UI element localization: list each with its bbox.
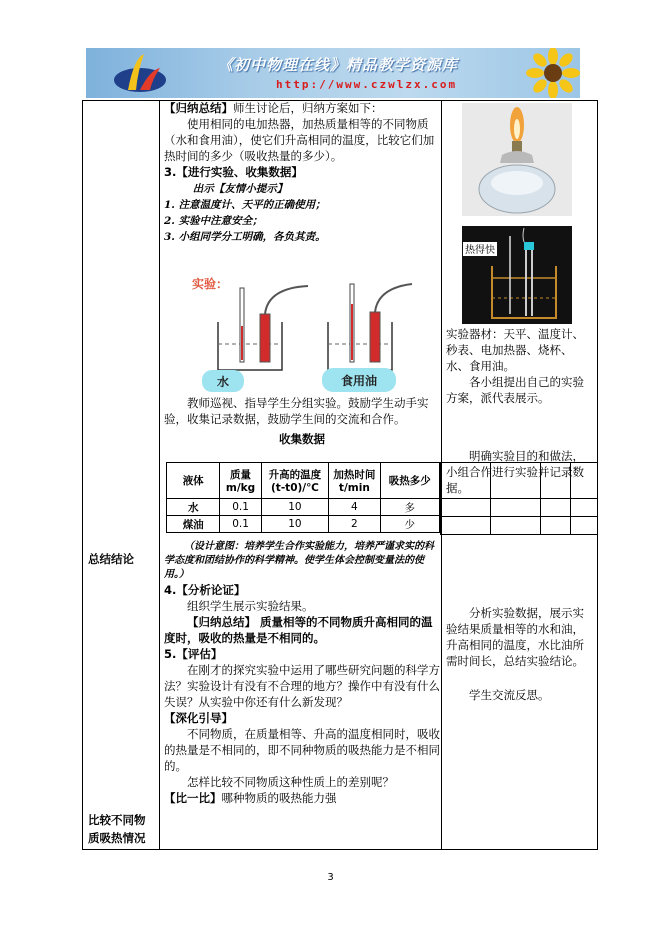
figure-label: 实验： [192,277,229,291]
oil-label: 食用油 [340,374,378,388]
heater-label: 热得快 [465,245,495,256]
table-cell: 2 [329,516,380,533]
table-header: 液体 [167,463,220,499]
table-cell: 0.1 [220,516,261,533]
data-table [166,462,440,533]
table-title: 收集数据 [279,432,325,446]
step4-text: 组织学生展示实验结果。 [187,599,314,613]
middle-column-top [164,100,440,245]
plan-text: 各小组提出自己的实验方案，派代表展示。 [446,375,584,405]
table-header: 升高的温度(t-t0)/℃ [261,463,328,499]
water-label: 水 [216,375,230,389]
teacher-paragraph: 教师巡视、指导学生分组实验。鼓励学生动手实验，收集记录数据，鼓励学生间的交流和合作。 [164,396,429,426]
section-label-summary: 总结结论 [88,552,134,566]
section-label-compare-line1: 比较不同物 [88,813,146,827]
table-cell: 水 [167,499,220,516]
middle-column-bottom [164,540,440,806]
right-column-equipment [446,326,592,406]
table-cell: 4 [329,499,380,516]
table-cell: 10 [261,516,328,533]
middle-column-notes [164,395,440,447]
empty-cell-strip [440,516,598,535]
right-column-analysis [446,605,592,703]
equipment-text: 实验器材：天平、温度计、秒表、电加热器、烧杯、水、食用油。 [446,327,584,373]
table-cell: 0.1 [220,499,261,516]
site-logo-icon [110,50,170,96]
conclusion-text: 【归纳总结】 质量相等的不同物质升高相同的温度时，吸收的热量是不相同的。 [164,615,433,645]
summary-text: 师生讨论后，归纳方案如下： [233,101,383,115]
header-banner [86,48,580,98]
step3-heading: 3.【进行实验、收集数据】 [164,165,303,179]
table-cell: 煤油 [167,516,220,533]
oil-beaker-icon [328,284,412,370]
plan-paragraph: 使用相同的电加热器，加热质量相等的不同物质（水和食用油），使它们升高相同的温度，比较它们加热时间的多少（吸收热量的多少）。 [164,117,435,163]
banner-title: 《初中物理在线》精品教学资源库 [218,56,459,74]
evaluation-text: 在刚才的探究实验中运用了哪些研究问题的科学方法？实验设计有没有不合理的地方？操作中有没有什么失误？从实验中你还有什么新发现？ [164,663,440,709]
summary-heading: 【归纳总结】 [164,101,233,115]
compare-paragraph [164,790,440,806]
deepen-heading: 【深化引导】 [164,711,233,725]
banner-url: http://www.czwlzx.com [276,78,458,91]
analysis-text: 分析实验数据，展示实验结果质量相等的水和油，升高相同的温度，水比油所需时间长，总结实验结论。 [446,606,584,668]
page-number: 3 [327,872,334,883]
reflect-text: 学生交流反思。 [469,688,550,702]
table-header: 质量m/kg [220,463,261,499]
section-label-compare-line2: 质吸热情况 [88,831,146,845]
goal-text: 明确实验目的和做法，小组合作进行实验并记录数据。 [446,449,584,495]
question-text: 怎样比较不同物质这种性质上的差别呢？ [187,775,394,789]
table-header: 加热时间t/min [329,463,380,499]
table-cell: 少 [380,516,439,533]
table-row [167,499,440,516]
table-header-row [167,463,440,499]
right-column-goal [446,448,592,496]
table-cell: 多 [380,499,439,516]
water-beaker-icon [218,286,308,370]
alcohol-lamp-photo [462,103,572,216]
deepen-text: 不同物质，在质量相等、升高的温度相同时，吸收的热量是不相同的，即不同种物质的吸热能力是不相同的。 [164,727,440,773]
tips-heading: 出示【友情小提示】 [192,183,288,195]
tip-3: 3. 小组同学分工明确，各负其责。 [164,231,326,243]
step5-heading: 5.【评估】 [164,647,223,661]
table-cell: 10 [261,499,328,516]
experiment-figure [190,274,416,394]
sunflower-icon [526,48,580,98]
compare-heading: 【比一比】 [164,791,222,805]
table-row [167,516,440,533]
summary-paragraph [164,100,440,116]
empty-cell-strip [440,498,598,517]
tip-1: 1. 注意温度计、天平的正确使用； [164,199,326,211]
table-header: 吸热多少 [380,463,439,499]
design-intent: （设计意图：培养学生合作实验能力，培养严谨求实的科学态度和团结协作的科学精神。使学生体会控制变量法的使用。） [164,541,434,580]
heater-photo [462,226,572,324]
compare-text: 哪种物质的吸热能力强 [221,791,337,805]
tip-2: 2. 实验中注意安全； [164,215,263,227]
step4-heading: 4.【分析论证】 [164,583,246,597]
column-divider-left [159,100,160,850]
